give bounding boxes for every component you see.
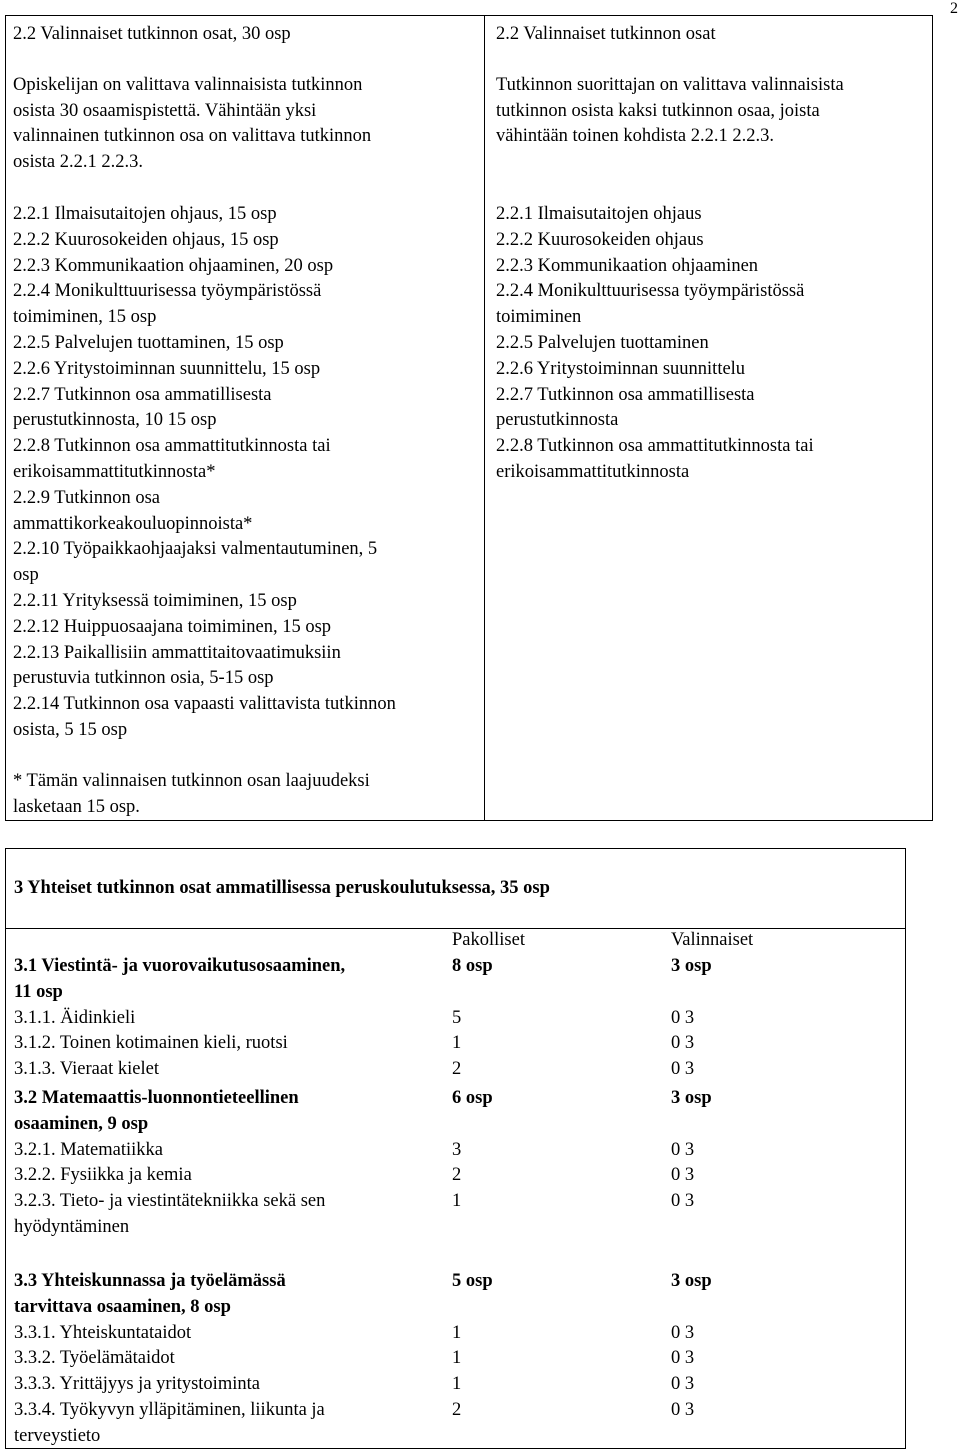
subject-row: hyödyntäminen	[14, 1216, 130, 1237]
left-list-item: 2.2.6 Yritystoiminnan suunnittelu, 15 osp	[13, 358, 321, 379]
row-value: 1	[452, 1033, 462, 1054]
table-title: 3 Yhteiset tutkinnon osat ammatillisessa peruskoulutuksessa, 35 osp	[14, 878, 550, 898]
left-list-item: 2.2.12 Huippuosaajana toimiminen, 15 osp	[13, 616, 332, 637]
group-title: 3.2 Matemaattis-luonnontieteellinen	[14, 1088, 299, 1108]
left-list-item: 2.2.11 Yrityksessä toimiminen, 15 osp	[13, 590, 297, 611]
right-list-item: 2.2.7 Tutkinnon osa ammatillisesta	[496, 384, 755, 405]
group-3-3	[14, 1269, 434, 1450]
row-value: 5	[452, 1007, 462, 1028]
left-column	[13, 22, 479, 820]
row-value: 0 3	[671, 1139, 695, 1160]
row-value: 1	[452, 1348, 462, 1369]
subject-row: 3.2.2. Fysiikka ja kemia	[14, 1165, 192, 1186]
yhteiset-tutkinnon-osat-table	[5, 848, 906, 1449]
left-list-item: perustuvia tutkinnon osia, 5-15 osp	[13, 668, 274, 689]
left-intro-line: osista 2.2.1 2.2.3.	[13, 152, 144, 173]
left-list-item: osp	[13, 565, 39, 586]
group-total: 5 osp	[452, 1271, 493, 1291]
subject-row: terveystieto	[14, 1425, 101, 1446]
subject-row: 3.1.1. Äidinkieli	[14, 1007, 136, 1028]
row-value: 0 3	[671, 1059, 695, 1080]
row-value: 2	[452, 1399, 462, 1420]
right-list-item: 2.2.4 Monikulttuurisessa työympäristössä	[496, 281, 805, 302]
right-heading: 2.2 Valinnaiset tutkinnon osat	[496, 24, 716, 44]
row-value: 3	[452, 1139, 462, 1160]
column-header-pakolliset: Pakolliset	[452, 930, 525, 950]
group-3-1	[14, 954, 434, 1083]
left-list-item: toimiminen, 15 osp	[13, 307, 157, 328]
group-3-3-pakolliset	[452, 1269, 493, 1424]
group-3-2-pakolliset	[452, 1086, 493, 1215]
right-list-item: erikoisammattitutkinnosta	[496, 461, 690, 482]
subject-row: 3.1.2. Toinen kotimainen kieli, ruotsi	[14, 1033, 288, 1054]
left-list-item: 2.2.14 Tutkinnon osa vapaasti valittavista tutkinnon	[13, 694, 396, 715]
row-value: 0 3	[671, 1165, 695, 1186]
left-intro-line: valinnainen tutkinnon osa on valittava tutkinnon	[13, 126, 372, 147]
right-list-item: perustutkinnosta	[496, 410, 619, 431]
group-total: 6 osp	[452, 1088, 493, 1108]
right-intro-line: Tutkinnon suorittajan on valittava valinnaisista	[496, 74, 844, 95]
subject-row: 3.3.1. Yhteiskuntataidot	[14, 1322, 192, 1343]
left-list-item: 2.2.3 Kommunikaation ohjaaminen, 20 osp	[13, 255, 334, 276]
row-value: 0 3	[671, 1033, 695, 1054]
row-value: 1	[452, 1191, 462, 1212]
left-list-item: 2.2.13 Paikallisiin ammattitaitovaatimuksiin	[13, 642, 341, 663]
right-list-item: 2.2.8 Tutkinnon osa ammattitutkinnosta tai	[496, 436, 814, 457]
right-list-item: 2.2.5 Palvelujen tuottaminen	[496, 332, 709, 353]
row-value: 1	[452, 1374, 462, 1395]
group-title: osaaminen, 9 osp	[14, 1113, 149, 1134]
group-3-1-pakolliset	[452, 954, 493, 1083]
group-title: tarvittava osaaminen, 8 osp	[14, 1296, 231, 1317]
footnote: lasketaan 15 osp.	[13, 796, 140, 817]
row-value: 2	[452, 1059, 462, 1080]
row-value: 0 3	[671, 1322, 695, 1343]
right-list-item: toimiminen	[496, 307, 582, 328]
group-title: 3.1 Viestintä- ja vuorovaikutusosaaminen,	[14, 956, 346, 976]
left-list-item: 2.2.10 Työpaikkaohjaajaksi valmentautuminen, 5	[13, 539, 378, 560]
left-list-item: 2.2.8 Tutkinnon osa ammattitutkinnosta tai	[13, 436, 331, 457]
row-value: 2	[452, 1165, 462, 1186]
right-intro-line: vähintään toinen kohdista 2.2.1 2.2.3.	[496, 126, 774, 147]
left-list-item: 2.2.5 Palvelujen tuottaminen, 15 osp	[13, 332, 284, 353]
subject-row: 3.3.4. Työkyvyn ylläpitäminen, liikunta ja	[14, 1399, 325, 1420]
group-total: 3 osp	[671, 1271, 712, 1291]
page-number: 2	[950, 0, 958, 17]
subject-row: 3.2.1. Matematiikka	[14, 1139, 163, 1160]
group-3-2-valinnaiset	[671, 1086, 712, 1215]
group-3-3-valinnaiset	[671, 1269, 712, 1424]
row-value: 1	[452, 1322, 462, 1343]
subject-row: 3.1.3. Vieraat kielet	[14, 1059, 159, 1080]
group-3-1-valinnaiset	[671, 954, 712, 1083]
left-list-item: 2.2.9 Tutkinnon osa	[13, 487, 161, 508]
column-divider	[484, 16, 485, 820]
column-header-valinnaiset: Valinnaiset	[671, 930, 754, 950]
left-intro-line: osista 30 osaamispistettä. Vähintään yksi	[13, 100, 317, 121]
row-value: 0 3	[671, 1374, 695, 1395]
subject-row: 3.2.3. Tieto- ja viestintätekniikka sekä sen	[14, 1191, 326, 1212]
right-intro-line: tutkinnon osista kaksi tutkinnon osaa, joista	[496, 100, 820, 121]
group-total: 3 osp	[671, 956, 712, 976]
left-heading: 2.2 Valinnaiset tutkinnon osat, 30 osp	[13, 24, 291, 44]
row-value: 0 3	[671, 1348, 695, 1369]
left-list-item: erikoisammattitutkinnosta*	[13, 461, 216, 482]
subject-row: 3.3.3. Yrittäjyys ja yritystoiminta	[14, 1374, 260, 1395]
row-value: 0 3	[671, 1007, 695, 1028]
subject-row: 3.3.2. Työelämätaidot	[14, 1348, 175, 1369]
left-list-item: 2.2.4 Monikulttuurisessa työympäristössä	[13, 281, 322, 302]
left-list-item: osista, 5 15 osp	[13, 719, 128, 740]
left-list-item: 2.2.2 Kuurosokeiden ohjaus, 15 osp	[13, 229, 279, 250]
left-list-item: 2.2.1 Ilmaisutaitojen ohjaus, 15 osp	[13, 203, 277, 224]
right-list-item: 2.2.2 Kuurosokeiden ohjaus	[496, 229, 704, 250]
group-3-2	[14, 1086, 434, 1241]
left-list-item: ammattikorkeakouluopinnoista*	[13, 513, 253, 534]
left-list-item: perustutkinnosta, 10 15 osp	[13, 410, 217, 431]
footnote: * Tämän valinnaisen tutkinnon osan laajuudeksi	[13, 770, 370, 791]
right-column	[496, 22, 926, 486]
group-title: 11 osp	[14, 981, 63, 1002]
right-list-item: 2.2.1 Ilmaisutaitojen ohjaus	[496, 203, 702, 224]
valinnaiset-comparison-table	[5, 15, 933, 821]
group-total: 3 osp	[671, 1088, 712, 1108]
right-list-item: 2.2.6 Yritystoiminnan suunnittelu	[496, 358, 746, 379]
row-value: 0 3	[671, 1399, 695, 1420]
left-intro-line: Opiskelijan on valittava valinnaisista tutkinnon	[13, 74, 363, 95]
group-title: 3.3 Yhteiskunnassa ja työelämässä	[14, 1271, 286, 1291]
right-list-item: 2.2.3 Kommunikaation ohjaaminen	[496, 255, 759, 276]
left-list-item: 2.2.7 Tutkinnon osa ammatillisesta	[13, 384, 272, 405]
row-value: 0 3	[671, 1191, 695, 1212]
group-total: 8 osp	[452, 956, 493, 976]
